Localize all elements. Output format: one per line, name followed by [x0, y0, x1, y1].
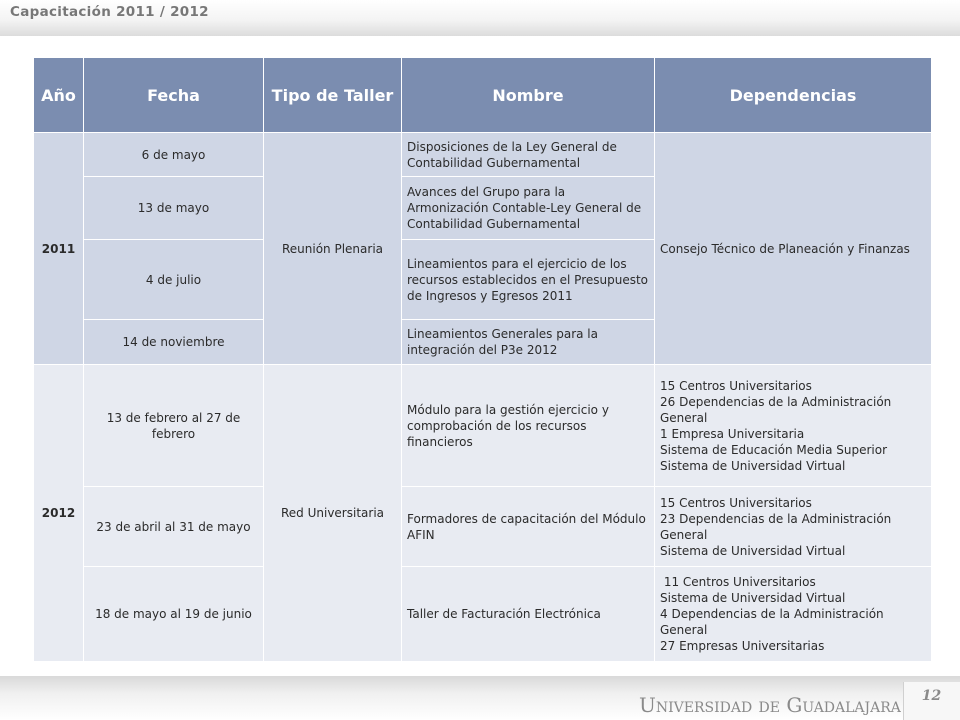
- page-title: Capacitación 2011 / 2012: [10, 4, 209, 20]
- table-header-row: [34, 58, 932, 133]
- dependencia-line: 23 Dependencias de la Administración General: [660, 511, 892, 542]
- fecha-cell: 18 de mayo al 19 de junio: [84, 567, 264, 662]
- group-2012: [34, 365, 932, 662]
- dependencias-cell: [655, 487, 932, 567]
- dependencia-line: Sistema de Universidad Virtual: [660, 458, 846, 473]
- fecha-cell: 4 de julio: [84, 240, 264, 320]
- dependencia-line: 15 Centros Universitarios: [660, 378, 812, 393]
- dependencias-cell: Consejo Técnico de Planeación y Finanzas: [655, 133, 932, 365]
- dependencias-cell: [655, 567, 932, 662]
- table-row: [34, 365, 932, 487]
- training-table-container: [33, 57, 931, 662]
- university-logo-text: [639, 693, 901, 717]
- year-cell: 2011: [34, 133, 84, 365]
- nombre-cell: Módulo para la gestión ejercicio y comprobación de los recursos financieros: [402, 365, 655, 487]
- dependencia-line: 15 Centros Universitarios: [660, 495, 812, 510]
- nombre-cell: Lineamientos para el ejercicio de los recursos establecidos en el Presupuesto de Ingresos y Egresos 2011: [402, 240, 655, 320]
- tipo-cell: Red Universitaria: [264, 365, 402, 662]
- fecha-cell: 13 de mayo: [84, 177, 264, 240]
- nombre-cell: Avances del Grupo para la Armonización Contable-Ley General de Contabilidad Gubernamental: [402, 177, 655, 240]
- column-header-nombre: Nombre: [402, 58, 655, 133]
- fecha-cell: 6 de mayo: [84, 133, 264, 177]
- table-row: [34, 487, 932, 567]
- column-header-dependencias: Dependencias: [655, 58, 932, 133]
- training-table: [33, 57, 932, 662]
- dependencia-line: Sistema de Universidad Virtual: [660, 591, 846, 605]
- dependencias-cell: [655, 365, 932, 487]
- dependencia-line: 26 Dependencias de la Administración General: [660, 394, 892, 425]
- dependencia-line: Sistema de Universidad Virtual: [660, 543, 846, 558]
- table-row: [34, 567, 932, 662]
- year-cell: 2012: [34, 365, 84, 662]
- nombre-cell: Lineamientos Generales para la integración del P3e 2012: [402, 320, 655, 365]
- column-header-tipo: Tipo de Taller: [264, 58, 402, 133]
- fecha-cell: 23 de abril al 31 de mayo: [84, 487, 264, 567]
- nombre-cell: Taller de Facturación Electrónica: [402, 567, 655, 662]
- page-number: 12: [921, 688, 942, 704]
- dependencia-line: 1 Empresa Universitaria: [660, 426, 805, 441]
- nombre-cell: Disposiciones de la Ley General de Contabilidad Gubernamental: [402, 133, 655, 177]
- tipo-cell: Reunión Plenaria: [264, 133, 402, 365]
- column-header-fecha: Fecha: [84, 58, 264, 133]
- table-row: [34, 133, 932, 177]
- fecha-cell: 14 de noviembre: [84, 320, 264, 365]
- fecha-cell: 13 de febrero al 27 de febrero: [84, 365, 264, 487]
- university-name: Universidad de Guadalajara: [639, 693, 901, 717]
- column-header-ano: Año: [34, 58, 84, 133]
- dependencia-line: 11 Centros Universitarios: [660, 575, 816, 589]
- nombre-cell: Formadores de capacitación del Módulo AFIN: [402, 487, 655, 567]
- group-2011: [34, 133, 932, 365]
- dependencia-line: 4 Dependencias de la Administración General: [660, 607, 884, 637]
- dependencia-line: 27 Empresas Universitarias: [660, 639, 825, 653]
- dependencia-line: Sistema de Educación Media Superior: [660, 442, 888, 457]
